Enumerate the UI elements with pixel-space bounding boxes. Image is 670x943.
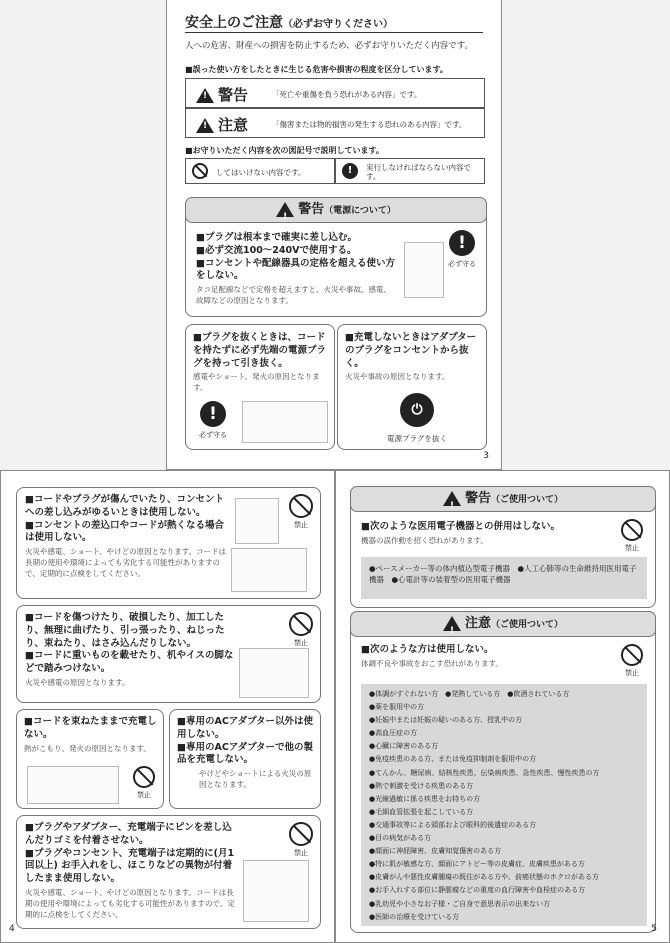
caution-note: 体調不良や事故をおこす恐れがあります。	[361, 658, 503, 668]
bundled-cord-box	[16, 709, 164, 809]
caution-label: 注意	[218, 116, 249, 134]
medical-warning-text	[361, 521, 601, 547]
cord-handling-note: 火災や感電の原因となります。	[25, 678, 130, 688]
cord-handling-box	[16, 605, 321, 703]
warning-label-wrap	[196, 84, 248, 105]
warning-desc: 「死亡や重傷を負う恐れがある内容」です。	[272, 90, 422, 99]
unplug-text	[345, 332, 481, 383]
prohibit-icon	[289, 494, 313, 518]
adapter-illustration	[231, 548, 307, 592]
cord-damage-note: 火災や感電、ショート、やけどの原因となります。コードは長期の使用や環境によっても劣化する可能性がありますので、定期的に点検をしてください。	[25, 547, 227, 578]
prohibit-icon	[133, 766, 155, 788]
prohibit-label: 禁止	[137, 791, 151, 799]
caution-icon	[196, 118, 214, 133]
page-3	[166, 0, 502, 470]
page-title: 安全上のご注意（必ずお守りください）	[185, 15, 393, 31]
outlet-illustration	[235, 498, 279, 544]
condition-item: ●目の病気がある方	[369, 834, 432, 843]
caution-header: !注意（ご使用ついて）	[350, 611, 656, 637]
section-heading-2: ■お守りいただく内容を次の図記号で説明しています。	[185, 146, 384, 155]
pin-dust-item: ■プラグやコンセント、充電端子は定期的に(月1回以上) お手入れをし、ほこりなどの異物が付着したまま使用しない。	[25, 847, 235, 885]
plug-warning-box	[185, 324, 335, 450]
warning-legend	[185, 78, 485, 108]
plug-illustration	[242, 401, 328, 443]
unplug-warning-box	[337, 324, 487, 450]
cord-handling-item: ■コードを傷つけたり、破損したり、加工したり、無理に曲げたり、引っ張ったり、ねじったり、束ねたり、はさみ込んだりしない。	[25, 612, 225, 649]
condition-item: ●体調がすぐれない方 ●発熱している方 ●飲酒されている方	[369, 690, 570, 698]
condition-item: ●医師の治療を受けている方	[369, 912, 460, 921]
adapter-note: やけどやショートによる火災の原因となります。	[199, 769, 312, 790]
plug-item: ■プラグを抜くときは、コードを持たずに必ず先端の電源プラグを持って引き抜く。	[193, 332, 327, 369]
page-number: 4	[9, 924, 15, 934]
must-label: 必ず守る	[199, 431, 227, 439]
pin-dust-box	[16, 815, 321, 929]
section-heading: ■誤った使い方をしたときに生じる危害や損害の程度を区分しています。	[185, 65, 448, 74]
cord-damage-item: ■コンセントの差込口やコードが熱くなる場合は使用しない。	[25, 519, 224, 544]
warning-icon	[196, 88, 214, 103]
medical-warning-item: ■次のような医用電子機器との併用はしない。	[361, 521, 560, 532]
condition-item: ●心臓に障害のある方	[369, 742, 439, 751]
prohibit-label: 禁止	[294, 849, 308, 857]
condition-item: ●光線過敏に係る疾患をお持ちの方	[369, 794, 481, 803]
power-note: タコ足配線などで定格を超えますと、火災や事故、感電、故障などの原因となります。	[196, 285, 391, 306]
cord-damage-box	[16, 487, 321, 599]
cord-handling-text	[25, 612, 240, 689]
warning-icon	[443, 491, 461, 506]
prohibit-icon	[621, 519, 643, 541]
prohibit-label: 禁止	[294, 639, 308, 647]
medical-warning-box	[350, 486, 656, 608]
condition-item: ●お手入れする部位に静脈瘤などの重度の血行障害や血栓症のある方	[369, 886, 586, 895]
condition-item: ●妊娠中または妊娠の疑いのある方、授乳中の方	[369, 716, 523, 725]
prohibit-label: 禁止	[625, 669, 639, 677]
medical-devices-list: ●ペースメーカー等の体内植込型電子機器 ●人工心肺等の生命維持用医用電子機器 ●心電計等の装着型の医用電子機器	[361, 557, 647, 599]
bundled-cord-text	[24, 716, 160, 755]
condition-item: ●免疫疾患のある方、または免疫抑制剤を服用中の方	[369, 755, 537, 764]
mandatory-desc: 実行しなければならない内容です。	[366, 163, 471, 181]
prohibit-icon	[289, 822, 313, 846]
prohibit-icon	[192, 163, 208, 179]
plug-text	[193, 332, 329, 394]
power-warning-box	[185, 197, 487, 317]
caution-desc: 「傷害または物的損害の発生する恐れのある内容」です。	[272, 120, 467, 129]
caution-legend	[185, 108, 485, 138]
chair-illustration	[239, 648, 309, 698]
condition-item: ●特に肌が敏感な方、顔面にアトピー等の皮膚症、皮膚疾患がある方	[369, 860, 585, 869]
mandatory-icon: !	[200, 401, 226, 427]
condition-item: ●交通事故等による頭部および眼科的後遺症のある方	[369, 820, 537, 829]
cord-damage-text	[25, 494, 233, 580]
power-item: ■必ず交流100〜240Vで使用する。	[196, 244, 357, 256]
must-label: 必ず守る	[448, 260, 476, 268]
caution-label-wrap	[196, 114, 248, 135]
outlet-plug-illustration	[243, 860, 309, 922]
unplug-icon: ⏻	[400, 393, 434, 427]
mandatory-icon: !	[342, 163, 358, 179]
mandatory-symbol-legend	[335, 158, 485, 184]
cord-damage-item: ■コードやプラグが傷んでいたり、コンセントへの差し込みがゆるいときは使用しない。	[25, 494, 224, 518]
prohibit-label: 禁止	[625, 544, 639, 552]
unplug-label: 電源プラグを抜く	[387, 434, 447, 443]
page-4	[0, 470, 335, 943]
pin-dust-text	[25, 822, 241, 921]
bundled-cord-item: ■コードを束ねたままで充電しない。	[24, 716, 157, 740]
conditions-list	[361, 684, 647, 926]
power-item: ■プラグは根本まで確実に差し込む。	[196, 232, 357, 243]
outlet-illustration	[404, 242, 444, 298]
adapter-box	[169, 709, 321, 809]
page-number: 5	[651, 924, 657, 934]
power-items	[196, 232, 396, 307]
condition-item: ●皮膚がんや悪性皮膚腫瘍の既往がある方や、前癌状態のホクロがある方	[369, 873, 599, 882]
caution-item: ■次のような方は使用しない。	[361, 644, 494, 655]
adapter-text	[177, 716, 317, 791]
caution-box	[350, 611, 656, 933]
bundled-cord-note: 熱がこもり、発火の原因となります。	[24, 743, 151, 753]
divider	[185, 32, 483, 33]
medical-warning-header: !警告（ご使用ついて）	[350, 486, 656, 512]
prohibit-label: 禁止	[294, 521, 308, 529]
warning-label: 警告	[218, 86, 249, 104]
unplug-item: ■充電しないときはアダプターのプラグをコンセントから抜く。	[345, 332, 477, 369]
intro-text: 人への危害、財産への損害を防止するため、必ずお守りいただく内容です。	[185, 41, 473, 51]
condition-item: ●乳幼児や小さなお子様・ご自身で意思表示の出来ない方	[369, 899, 551, 908]
bundled-cord-illustration	[27, 766, 119, 804]
caution-text	[361, 644, 601, 670]
condition-item: ●顔面に神経障害、皮膚知覚傷害のある方	[369, 847, 502, 856]
adapter-item: ■専用のACアダプター以外は使用しない。	[177, 716, 313, 740]
caution-icon	[443, 616, 461, 631]
power-item: ■コンセントや配線器具の定格を超える使い方をしない。	[196, 257, 395, 282]
condition-item: ●熱で刺激を受ける疾患のある方	[369, 781, 474, 790]
condition-item: ●てんかん、糖尿病、結核性疾患、伝染病疾患、急性疾患、慢性疾患の方	[369, 768, 600, 777]
power-warning-header: !警告（電源について）	[185, 197, 487, 223]
plug-note: 感電やショート、発火の原因となります。	[193, 372, 320, 393]
unplug-note: 火災や事故の原因となります。	[345, 372, 450, 382]
condition-item: ●高血圧症の方	[369, 729, 418, 738]
cord-handling-item: ■コードに重いものを載せたり、机やイスの脚などで踏みつけない。	[25, 650, 234, 675]
page-5	[335, 470, 670, 943]
prohibit-symbol-legend	[185, 158, 335, 184]
prohibit-icon	[621, 644, 643, 666]
condition-item: ●薬を服用中の方	[369, 703, 425, 712]
pin-dust-item: ■プラグやアダプター、充電端子にピンを差し込んだりゴミを付着させない。	[25, 822, 232, 846]
page-number: 3	[483, 451, 489, 461]
pin-dust-note: 火災や感電、ショート、やけどの原因となります。コードは長期の使用や環境によっても劣化する可能性がありますので、定期的に点検をしてください。	[25, 888, 235, 919]
prohibit-desc: してはいけない内容です。	[216, 168, 306, 177]
condition-item: ●毛細血管拡張を起こしている方	[369, 807, 474, 816]
mandatory-icon: !	[449, 230, 475, 256]
medical-warning-note: 機器の誤作動を招く恐れがあります。	[361, 535, 488, 545]
prohibit-icon	[289, 612, 313, 636]
adapter-item: ■専用のACアダプターで他の製品を充電しない。	[177, 741, 313, 766]
warning-icon	[276, 202, 294, 217]
